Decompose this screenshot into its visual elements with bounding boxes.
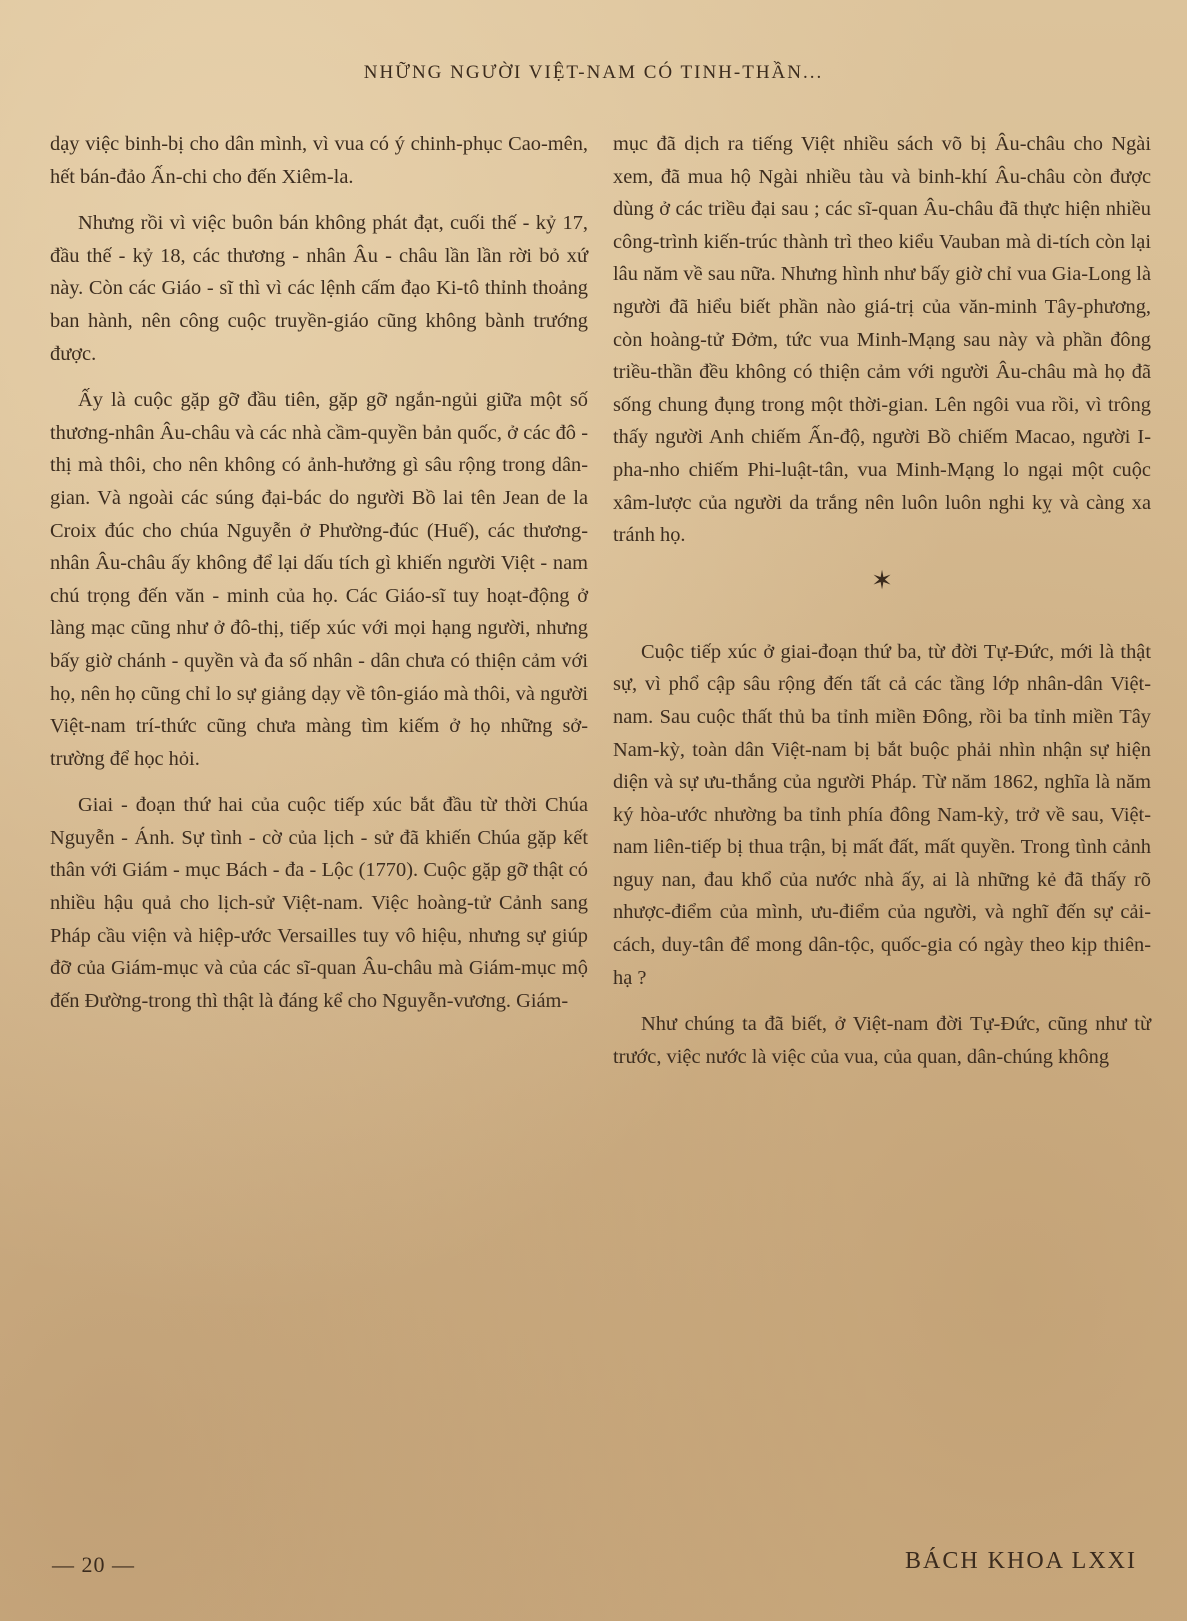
- paragraph: Như chúng ta đã biết, ở Việt-nam đời Tự-Đức, cũng như từ trước, việc nước là việc của vua, của quan, dân-chúng không: [613, 1013, 1151, 1068]
- page-number: — 20 —: [52, 1552, 135, 1577]
- section-ornament-icon: ✶: [871, 565, 893, 595]
- paragraph: Giai - đoạn thứ hai của cuộc tiếp xúc bắt đầu từ thời Chúa Nguyễn - Ánh. Sự tình - cờ của lịch - sử đã khiến Chúa gặp kết thân với Giám - mục Bách - đa - Lộc (1770). Cuộc gặp gỡ thật có nhiều hậu quả cho lịch-sử Việt-nam. Việc hoàng-tử Cảnh sang Pháp cầu viện và hiệp-ước Versailles tuy vô hiệu, nhưng sự giúp đỡ của Giám-mục và của các sĩ-quan Âu-châu mà Giám-mục mộ đến Đường-trong thì thật là đáng kể cho Nguyễn-vương. Giám-: [50, 794, 588, 1012]
- paragraph: Nhưng rồi vì việc buôn bán không phát đạt, cuối thế - kỷ 17, đầu thế - kỷ 18, các thương - nhân Âu - châu lần lần rời bỏ xứ này. Còn các Giáo - sĩ thì vì các lệnh cấm đạo Ki-tô thỉnh thoảng ban hành, nên công cuộc truyền-giáo cũng không bành trướng được.: [50, 212, 588, 365]
- right-column: [613, 128, 1151, 1087]
- running-title: NHỮNG NGƯỜI VIỆT-NAM CÓ TINH-THẦN...: [363, 62, 824, 83]
- paragraph: mục đã dịch ra tiếng Việt nhiều sách võ bị Âu-châu cho Ngài xem, đã mua hộ Ngài nhiều tàu và binh-khí Âu-châu còn được dùng ở các triều đại sau ; các sĩ-quan Âu-châu đã thực hiện nhiều công-trình kiến-trúc thành trì theo kiểu Vauban mà di-tích còn lại lâu năm về sau nữa. Nhưng hình như bấy giờ chỉ vua Gia-Long là người đã hiểu biết phần nào giá-trị của văn-minh Tây-phương, còn hoàng-tử Đởm, tức vua Minh-Mạng sau này và phần đông triều-thần đều không có thiện cảm với người Âu-châu mà họ đã sống chung đụng trong một thời-gian. Lên ngôi vua rồi, vì trông thấy người Anh chiếm Ấn-độ, người Bồ chiếm Macao, người I-pha-nho chiếm Phi-luật-tân, vua Minh-Mạng lo ngại một cuộc xâm-lược của người da trắng nên luôn luôn nghi kỵ và càng xa tránh họ.: [613, 133, 1151, 547]
- paragraph: Ấy là cuộc gặp gỡ đầu tiên, gặp gỡ ngắn-ngủi giữa một số thương-nhân Âu-châu và các nhà cầm-quyền bản quốc, ở các đô - thị mà thôi, cho nên không có ảnh-hưởng gì sâu rộng trong dân-gian. Và ngoài các súng đại-bác do người Bồ lai tên Jean de la Croix đúc cho chúa Nguyễn ở Phường-đúc (Huế), các thương-nhân Âu-châu ấy không để lại dấu tích gì khiến người Việt - nam chú trọng đến văn - minh của họ. Các Giáo-sĩ tuy hoạt-động ở làng mạc cũng như ở đô-thị, tiếp xúc với mọi hạng người, nhưng bấy giờ chánh - quyền và đa số nhân - dân chưa có thiện cảm với họ, nên họ cũng chỉ lo sự giảng dạy về tôn-giáo mà thôi, và người Việt-nam trí-thức cũng chưa màng tìm kiếm ở họ những sở-trường để học hỏi.: [50, 389, 588, 770]
- paragraph: Cuộc tiếp xúc ở giai-đoạn thứ ba, từ đời Tự-Đức, mới là thật sự, vì phổ cập sâu rộng đến tất cả các tầng lớp nhân-dân Việt-nam. Sau cuộc thất thủ ba tỉnh miền Đông, rồi ba tỉnh miền Tây Nam-kỳ, toàn dân Việt-nam bị bắt buộc phải nhìn nhận sự hiện diện và sự ưu-thắng của người Pháp. Từ năm 1862, nghĩa là năm ký hòa-ước nhường ba tỉnh phía đông Nam-kỳ, trở về sau, Việt-nam liên-tiếp bị thua trận, bị mất đất, mất quyền. Trong tình cảnh nguy nan, đau khổ của nước nhà ấy, ai là những kẻ đã thấy rõ nhược-điểm của mình, ưu-điểm của người, và nghĩ đến sự cải-cách, duy-tân để mong dân-tộc, quốc-gia có ngày theo kịp thiên-hạ ?: [613, 640, 1151, 989]
- magazine-title: BÁCH KHOA LXXI: [905, 1548, 1137, 1574]
- left-column: [50, 128, 588, 1031]
- paragraph: dạy việc binh-bị cho dân mình, vì vua có ý chinh-phục Cao-mên, hết bán-đảo Ấn-chi cho đến Xiêm-la.: [50, 133, 588, 188]
